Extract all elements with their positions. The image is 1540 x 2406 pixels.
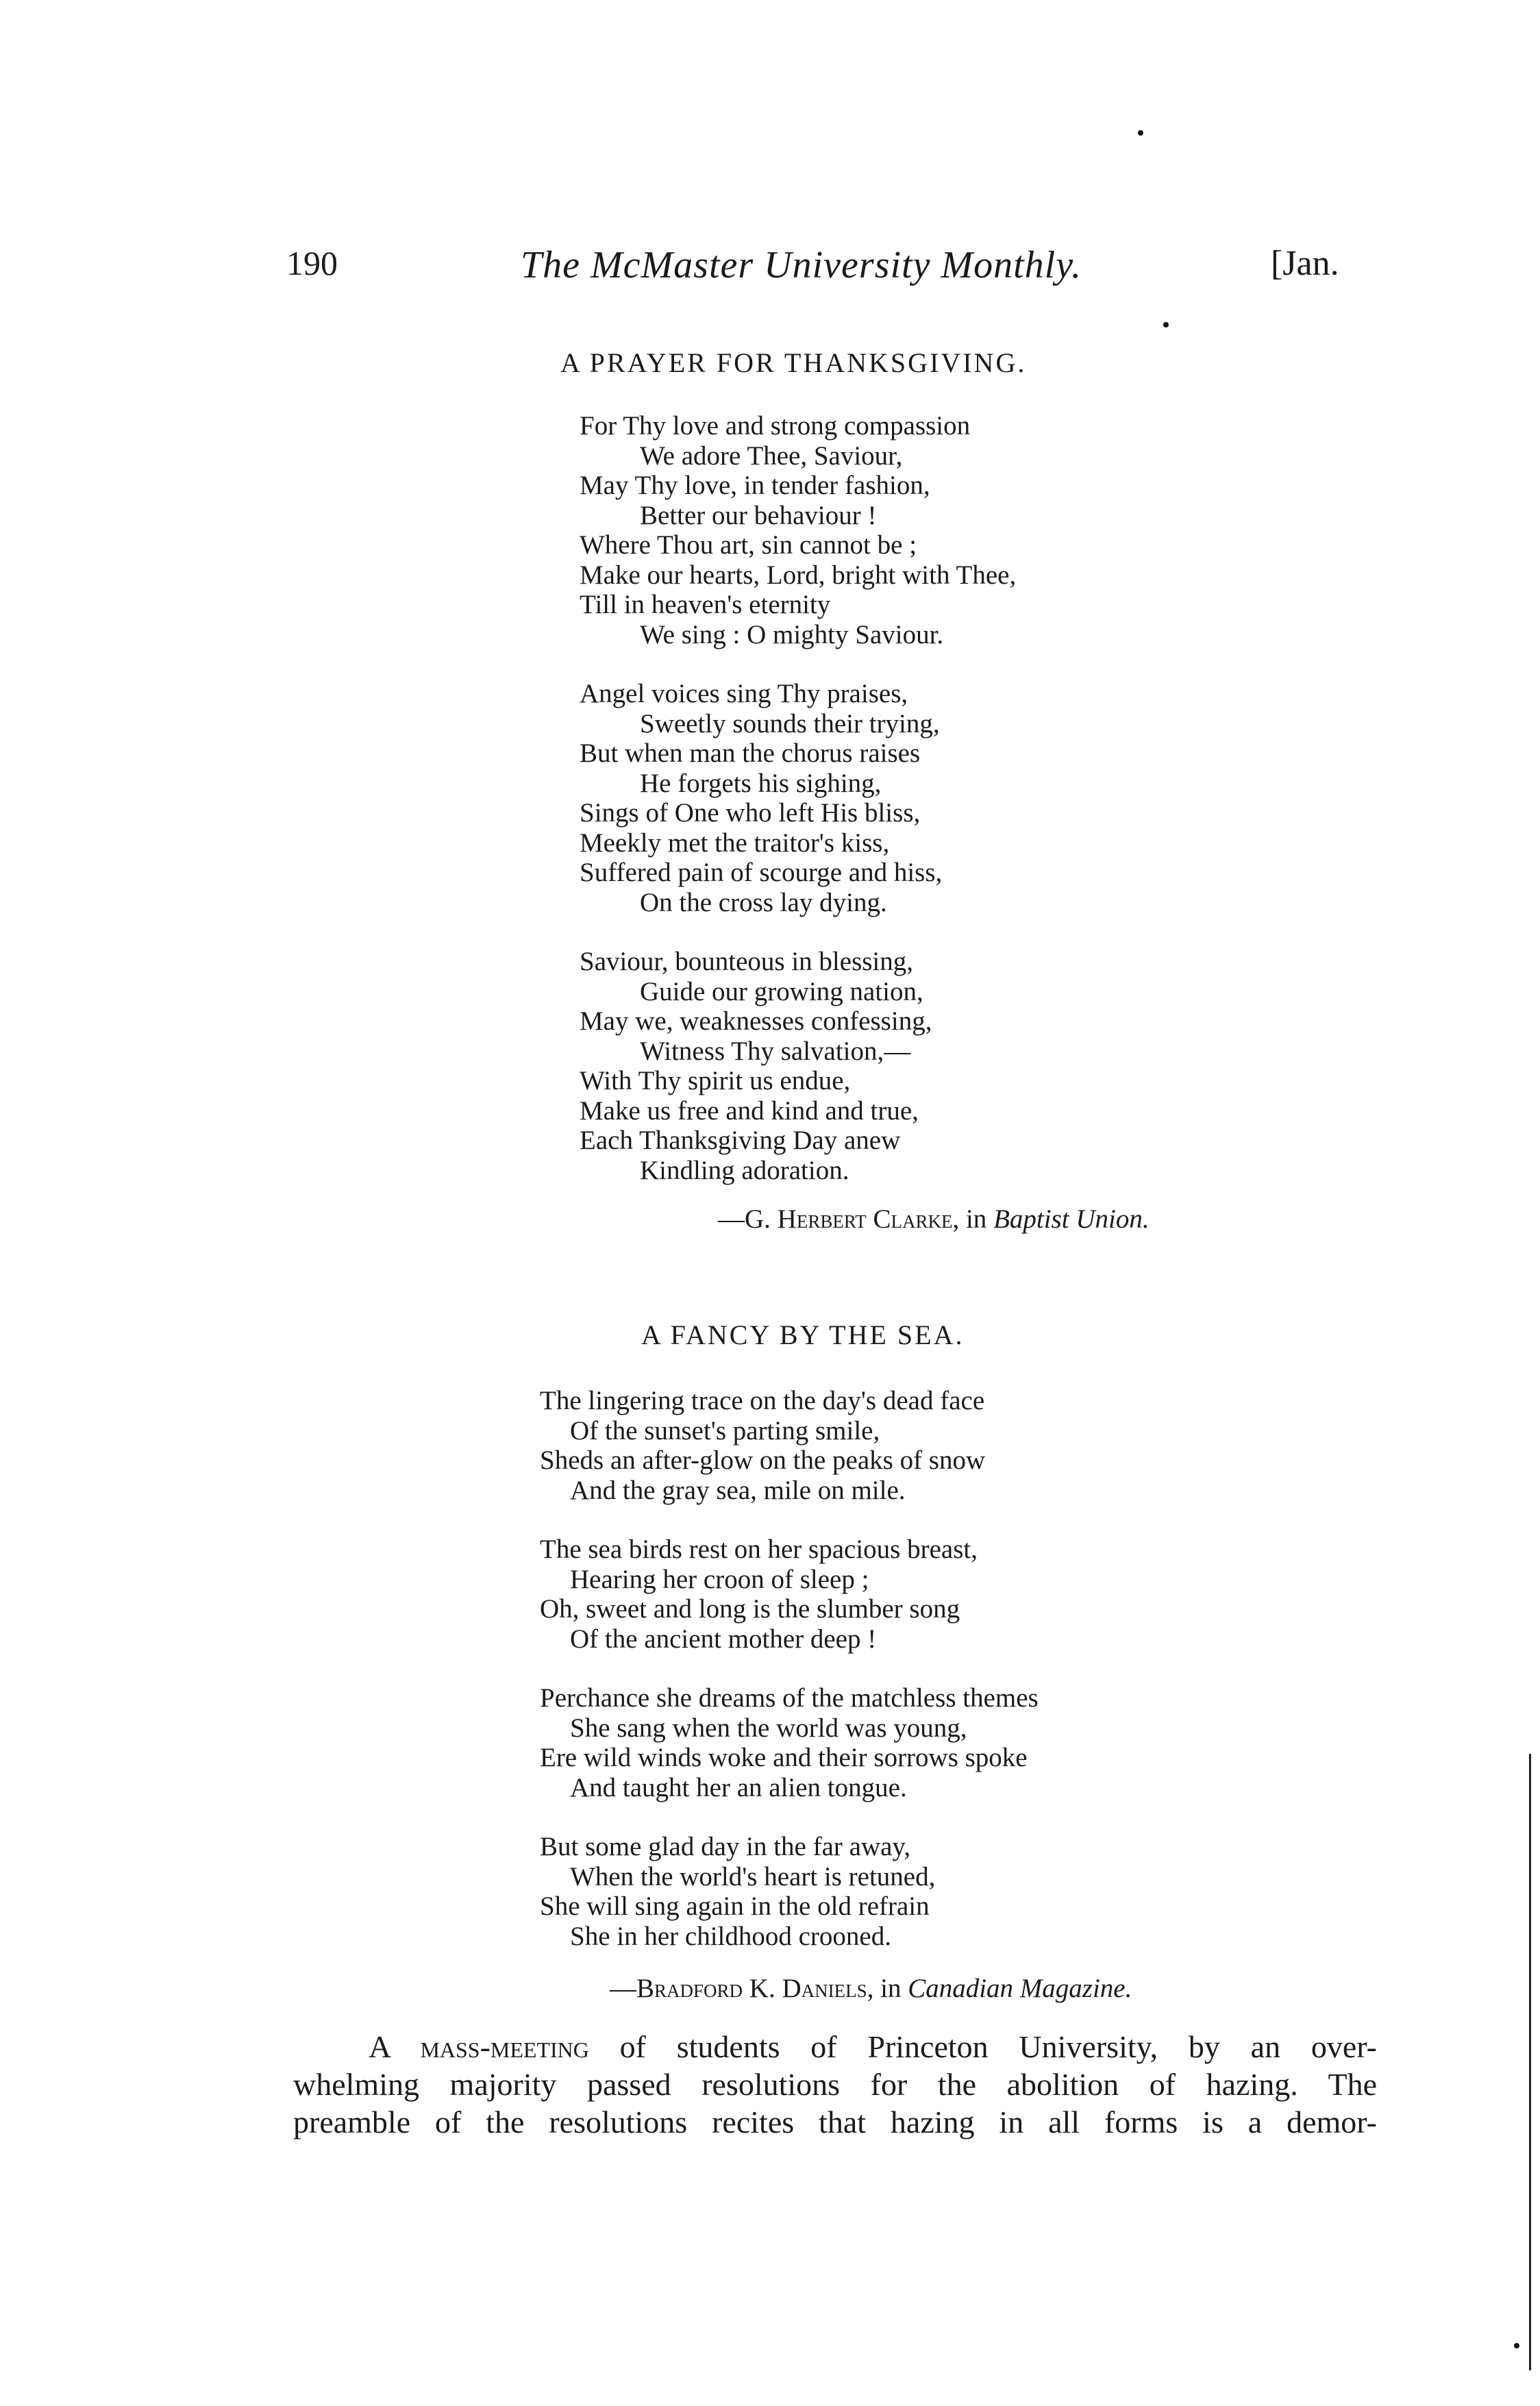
issue-month: [Jan. [1271, 244, 1339, 283]
poem-line: Sheds an after-glow on the peaks of snow [540, 1446, 986, 1475]
attribution-dash: — [718, 1204, 745, 1234]
attribution-source: Canadian Magazine. [908, 1974, 1132, 2003]
poem-line: She in her childhood crooned. [570, 1921, 891, 1951]
prose-paragraph [293, 2028, 1377, 2141]
scan-speck [1514, 2343, 1519, 2348]
poem-line: For Thy love and strong compassion [580, 411, 971, 441]
stanza-2 [540, 1535, 1039, 1654]
stanza-4 [540, 1832, 1039, 1951]
poem-line: The sea birds rest on her spacious breast, [540, 1535, 978, 1564]
poem-line: Where Thou art, sin cannot be ; [580, 530, 917, 560]
journal-title: The McMaster University Monthly. [521, 244, 1082, 286]
poem-line: Make us free and kind and true, [580, 1095, 919, 1126]
page-number: 190 [286, 244, 338, 282]
poem-line: Hearing her croon of sleep ; [570, 1564, 869, 1594]
poem-line: Saviour, bounteous in blessing, [580, 947, 914, 976]
poem-line: We sing : O mighty Saviour. [640, 619, 944, 649]
poem-line: And the gray sea, mile on mile. [570, 1475, 906, 1505]
poem-title-fancy: A FANCY BY THE SEA. [641, 1319, 965, 1350]
poem-line: Witness Thy salvation,— [640, 1036, 911, 1066]
poem-line: With Thy spirit us endue, [580, 1066, 851, 1095]
poem-line: But when man the chorus raises [580, 739, 921, 768]
attribution-fancy [610, 1973, 1132, 2004]
stanza-3 [540, 1683, 1039, 1802]
poem-line: Each Thanksgiving Day anew [580, 1126, 901, 1155]
poem-line: Meekly met the traitor's kiss, [580, 828, 890, 858]
stanza-2 [580, 679, 1016, 917]
poem-line: Kindling adoration. [640, 1155, 849, 1185]
poem-line: Of the ancient mother deep ! [570, 1624, 877, 1654]
attribution-source: Baptist Union. [993, 1204, 1150, 1234]
prose-line-2: whelming majority passed resolutions for the abolition of hazing. The [293, 2067, 1377, 2102]
poem-line: Oh, sweet and long is the slumber song [540, 1594, 960, 1624]
poem-line: But some glad day in the far away, [540, 1832, 911, 1861]
poem-line: The lingering trace on the day's dead face [540, 1386, 985, 1415]
attribution-prayer [718, 1204, 1150, 1235]
poem-line: He forgets his sighing, [640, 768, 882, 798]
poem-line: Better our behaviour ! [640, 500, 877, 530]
poem-line: She will sing again in the old refrain [540, 1892, 930, 1921]
poem-line: Guide our growing nation, [640, 976, 923, 1006]
poem-line: Sings of One who left His bliss, [580, 798, 921, 828]
attribution-author: Bradford K. Daniels [636, 1974, 867, 2003]
poem-line: She sang when the world was young, [570, 1713, 967, 1743]
poem-line: Perchance she dreams of the matchless themes [540, 1683, 1039, 1713]
poem-line: May we, weaknesses confessing, [580, 1006, 932, 1036]
poem-line: Angel voices sing Thy praises, [580, 679, 908, 708]
stanza-1 [580, 411, 1016, 649]
poem-line: Of the sunset's parting smile, [570, 1415, 880, 1446]
prose-text: of students of Princeton University, by an over- [588, 2029, 1377, 2064]
stanza-1 [540, 1386, 1039, 1505]
prose-line-3: preamble of the resolutions recites that hazing in all forms is a demor- [293, 2105, 1377, 2140]
poem-line: And taught her an alien tongue. [570, 1772, 907, 1802]
attribution-connector: , in [867, 1974, 908, 2003]
poem-fancy-by-the-sea [540, 1386, 1039, 1981]
attribution-dash: — [610, 1974, 636, 2003]
poem-line: Till in heaven's eternity [580, 590, 831, 619]
poem-line: Sweetly sounds their trying, [640, 708, 940, 739]
lead-in: A mass-meeting [369, 2029, 589, 2064]
poem-line: Ere wild winds woke and their sorrows spoke [540, 1743, 1028, 1772]
scan-speck [1163, 322, 1169, 327]
poem-line: Suffered pain of scourge and hiss, [580, 858, 943, 887]
poem-title-prayer: A PRAYER FOR THANKSGIVING. [560, 347, 1027, 378]
poem-line: Make our hearts, Lord, bright with Thee, [580, 560, 1017, 590]
poem-line: We adore Thee, Saviour, [640, 441, 903, 471]
scan-edge-rule [1529, 1754, 1531, 2370]
prose-line-1 [293, 2028, 1377, 2066]
stanza-3 [580, 947, 1016, 1185]
poem-prayer-for-thanksgiving [580, 411, 1016, 1215]
attribution-connector: , in [952, 1204, 994, 1234]
poem-line: May Thy love, in tender fashion, [580, 471, 930, 500]
attribution-author: G. Herbert Clarke [745, 1204, 953, 1234]
running-header [0, 243, 1540, 305]
poem-line: On the cross lay dying. [640, 887, 887, 917]
scan-speck [1138, 130, 1143, 136]
poem-line: When the world's heart is retuned, [570, 1861, 936, 1892]
